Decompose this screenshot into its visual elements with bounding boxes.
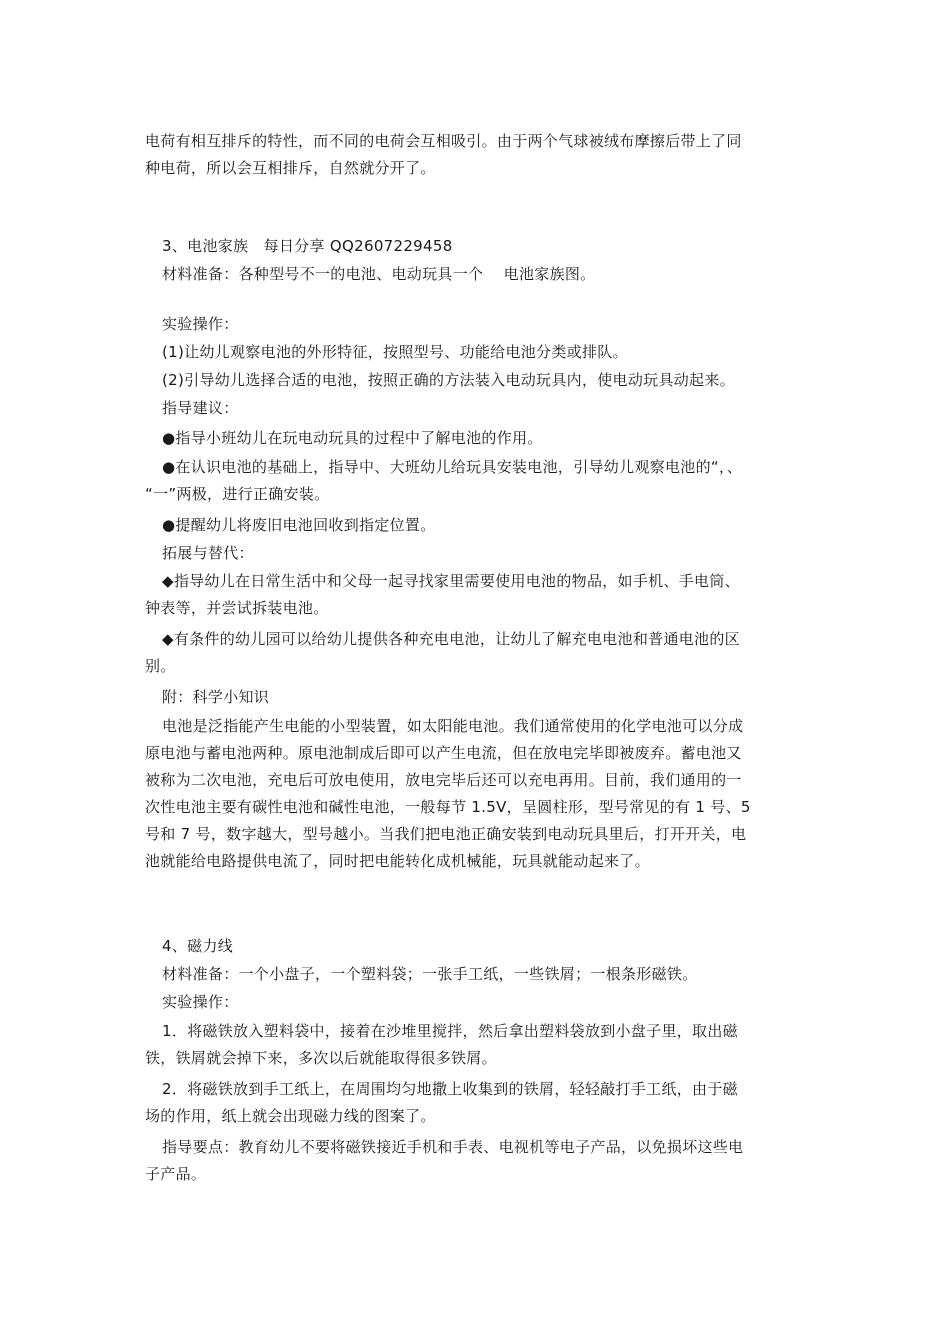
text-line: 被称为二次电池，充电后可放电使用，放电完毕后还可以充电再用。目前，我们通用的一 — [145, 771, 742, 789]
text-line: 别。 — [145, 657, 176, 675]
section3-extension-label: 拓展与替代： — [162, 544, 254, 562]
section3-step2: (2)引导幼儿选择合适的电池，按照正确的方法装入电动玩具内，使电动玩具动起来。 — [162, 371, 735, 389]
text-line: 2．将磁铁放到手工纸上，在周围均匀地撒上收集到的铁屑，轻轻敲打手工纸，由于磁 — [162, 1080, 738, 1098]
text-line: ◆有条件的幼儿园可以给幼儿提供各种充电电池，让幼儿了解充电电池和普通电池的区 — [162, 630, 740, 648]
section4-materials: 材料准备：一个小盘子，一个塑料袋；一张手工纸，一些铁屑；一根条形磁铁。 — [162, 965, 698, 983]
section3-guidance1: ●指导小班幼儿在玩电动玩具的过程中了解电池的作用。 — [162, 429, 543, 447]
text-line: 1．将磁铁放入塑料袋中，接着在沙堆里搅拌，然后拿出塑料袋放到小盘子里，取出磁 — [162, 1022, 738, 1040]
section3-extension2 — [145, 626, 810, 680]
continuation-paragraph — [145, 128, 810, 182]
text-line: 次性电池主要有碳性电池和碱性电池，一般每节 1.5V，呈圆柱形，型号常见的有 1 号、5 — [145, 798, 751, 816]
section3-guidance2 — [145, 454, 810, 508]
section3-appendix-text — [145, 713, 810, 875]
text-line: 种电荷，所以会互相排斥，自然就分开了。 — [145, 159, 436, 177]
section4-step1 — [145, 1018, 810, 1072]
section3-heading: 3、电池家族 每日分享 QQ2607229458 — [162, 237, 453, 255]
section4-procedure-label: 实验操作： — [162, 993, 239, 1011]
text-line: 电池是泛指能产生电能的小型装置，如太阳能电池。我们通常使用的化学电池可以分成 — [162, 717, 744, 735]
text-line: 钟表等，并尝试拆装电池。 — [145, 599, 329, 617]
section3-guidance-label: 指导建议： — [162, 399, 239, 417]
text-line: 原电池与蓄电池两种。原电池制成后即可以产生电流，但在放电完毕即被废弃。蓄电池又 — [145, 744, 742, 762]
section3-guidance3: ●提醒幼儿将废旧电池回收到指定位置。 — [162, 516, 436, 534]
text-line: 电荷有相互排斥的特性，而不同的电荷会互相吸引。由于两个气球被绒布摩擦后带上了同 — [145, 132, 742, 150]
text-line: ◆指导幼儿在日常生活中和父母一起寻找家里需要使用电池的物品，如手机、手电筒、 — [162, 572, 740, 590]
section3-extension1 — [145, 568, 810, 622]
text-line: 铁，铁屑就会掉下来，多次以后就能取得很多铁屑。 — [145, 1049, 497, 1067]
section4-heading: 4、磁力线 — [162, 937, 234, 955]
section4-tips — [145, 1134, 810, 1188]
text-line: 指导要点：教育幼儿不要将磁铁接近手机和手表、电视机等电子产品，以免损坏这些电 — [162, 1138, 744, 1156]
text-line: 场的作用，纸上就会出现磁力线的图案了。 — [145, 1107, 436, 1125]
text-line: 号和 7 号，数字越大，型号越小。当我们把电池正确安装到电动玩具里后，打开开关，电 — [145, 825, 747, 843]
section3-procedure-label: 实验操作： — [162, 315, 239, 333]
section3-materials: 材料准备：各种型号不一的电池、电动玩具一个 电池家族图。 — [162, 265, 596, 283]
text-line: ●在认识电池的基础上，指导中、大班幼儿给玩具安装电池，引导幼儿观察电池的“，、 — [162, 458, 743, 476]
section3-appendix-label: 附：科学小知识 — [162, 688, 270, 706]
text-line: “一”两极，进行正确安装。 — [145, 485, 330, 503]
section4-step2 — [145, 1076, 810, 1130]
text-line: 池就能给电路提供电流了，同时把电能转化成机械能，玩具就能动起来了。 — [145, 852, 650, 870]
text-line: 子产品。 — [145, 1165, 207, 1183]
section3-step1: (1)让幼儿观察电池的外形特征，按照型号、功能给电池分类或排队。 — [162, 343, 628, 361]
